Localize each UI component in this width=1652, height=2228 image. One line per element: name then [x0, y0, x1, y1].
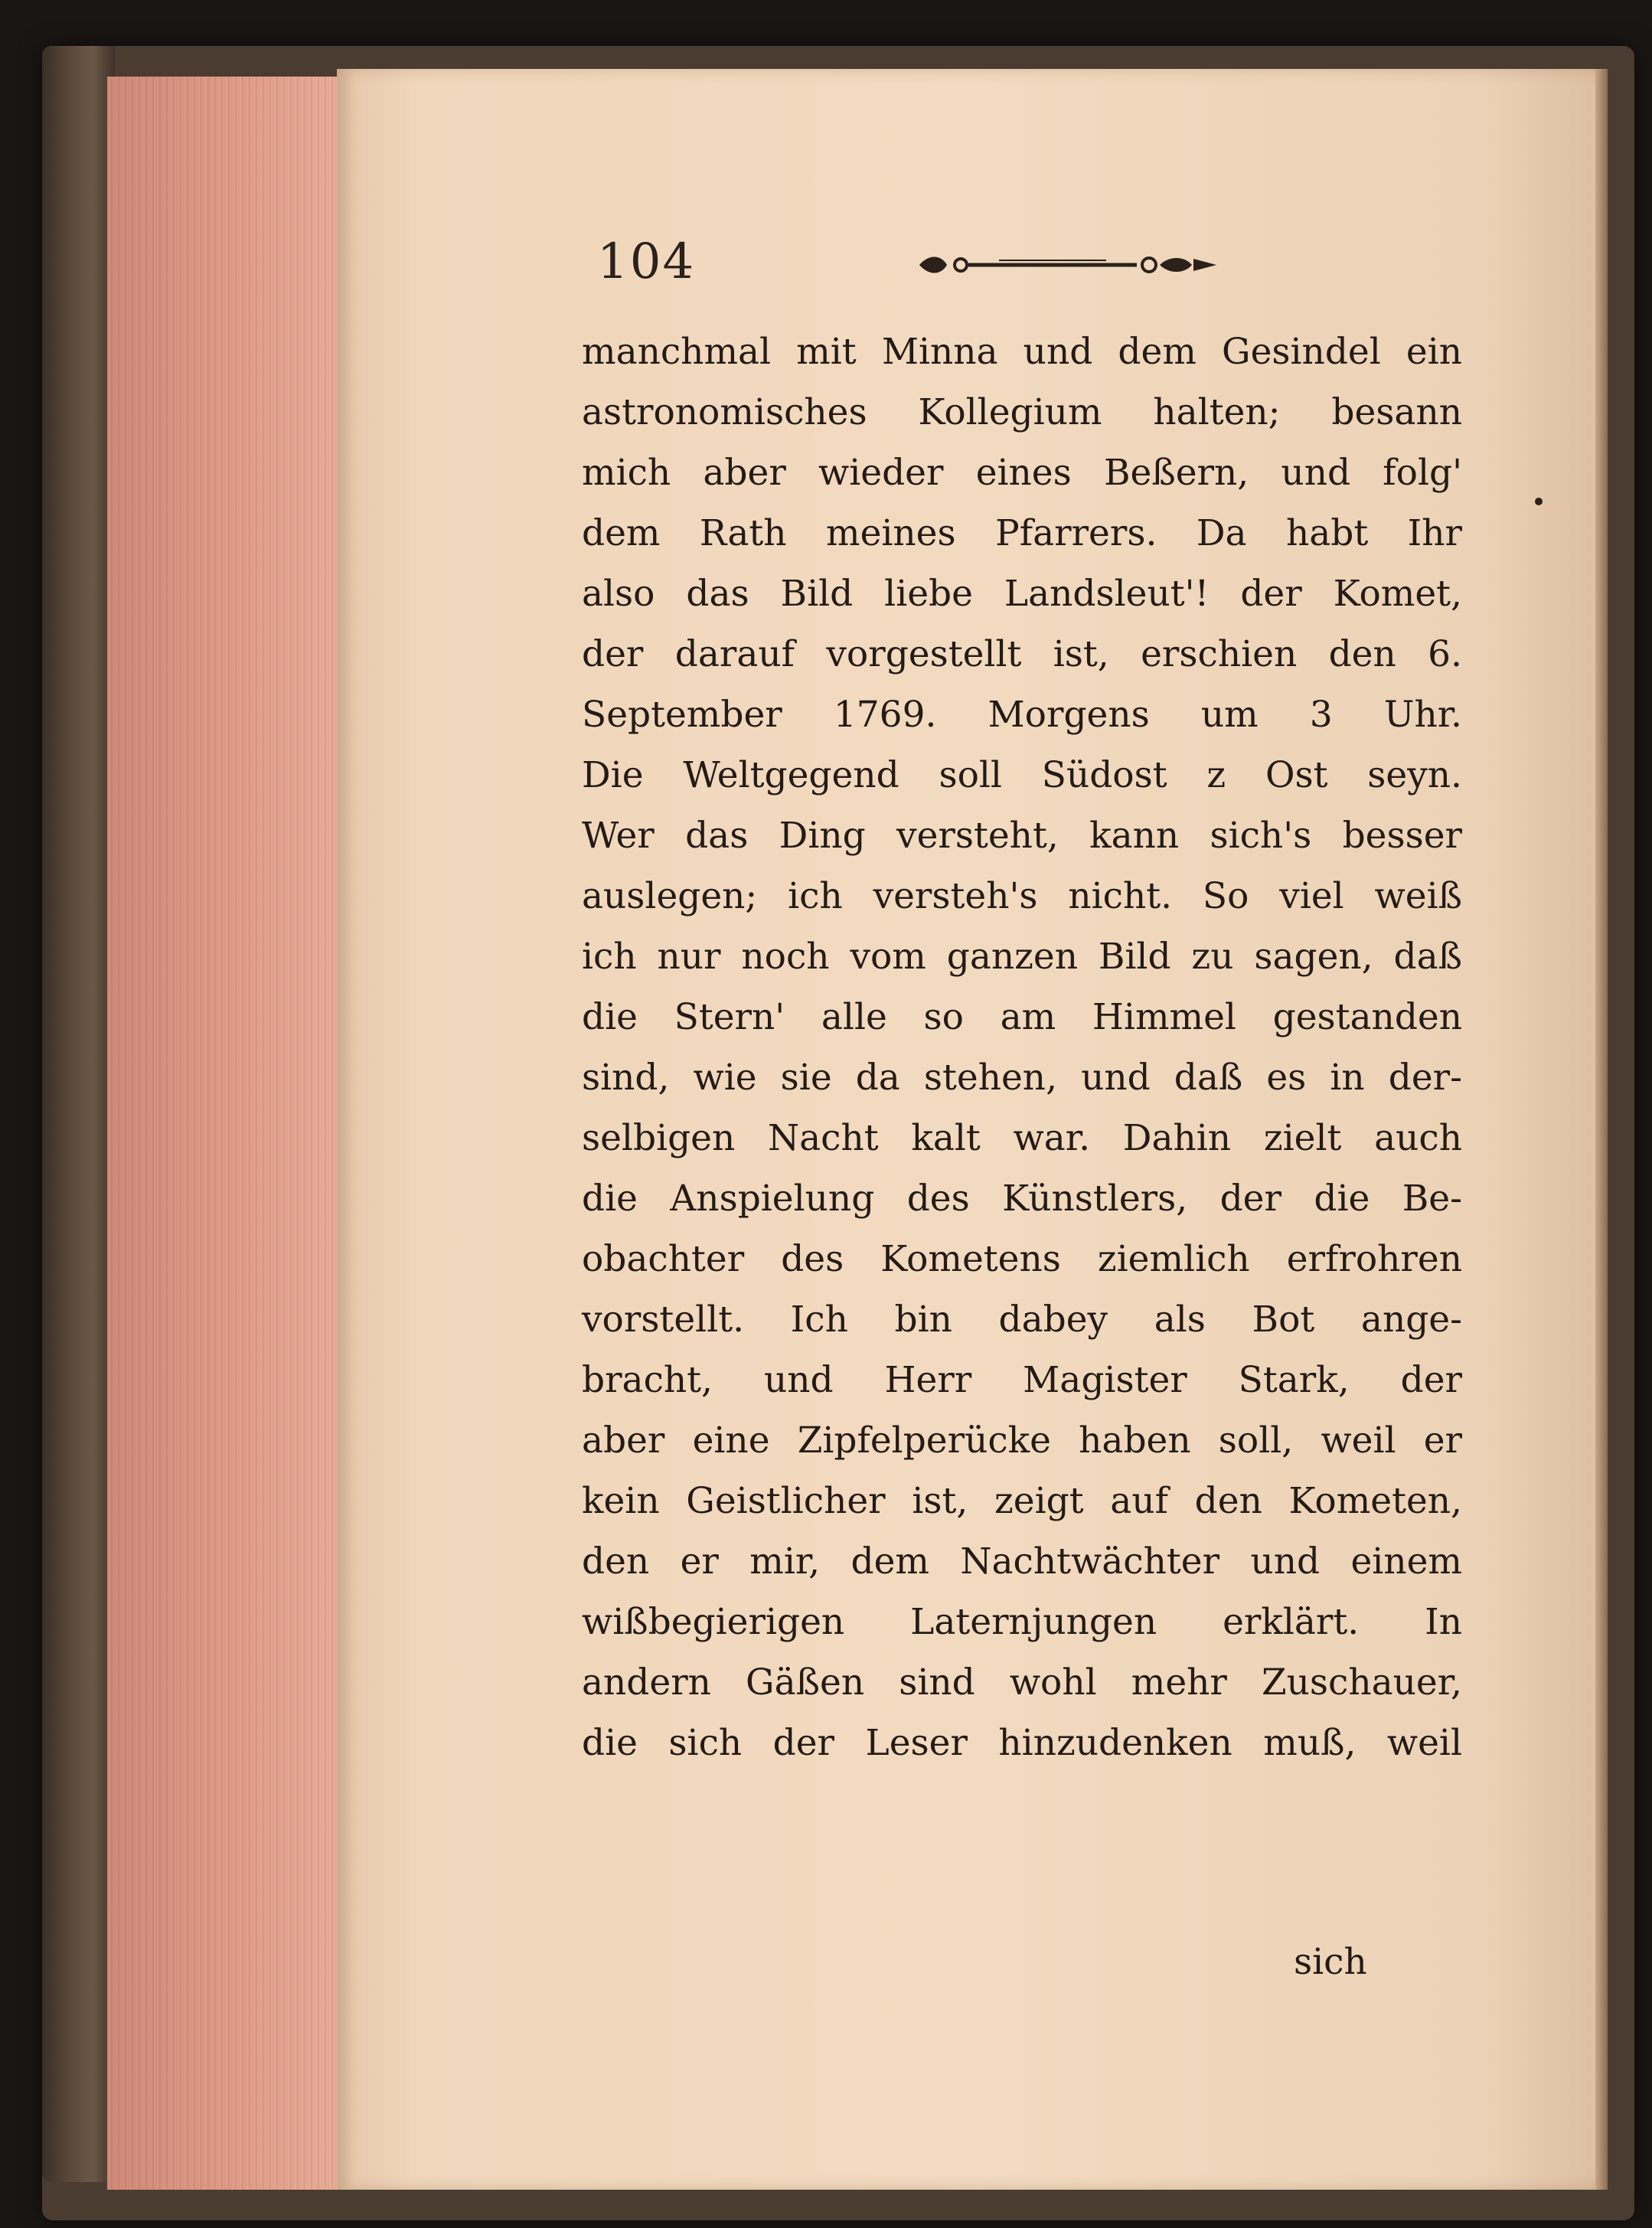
text-line: manchmal mit Minna und dem Gesindel ein: [582, 331, 1462, 373]
text-line: wißbegierigen Laternjungen erklärt. In: [582, 1601, 1462, 1643]
text-line: die Stern' alle so am Himmel gestanden: [582, 996, 1462, 1038]
text-line: also das Bild liebe Landsleut'! der Komet,: [582, 573, 1462, 615]
text-line: kein Geistlicher ist, zeigt auf den Kometen,: [582, 1480, 1462, 1522]
fleuron-ornament: [915, 251, 1221, 279]
text-line: vorstellt. Ich bin dabey als Bot ange-: [582, 1299, 1462, 1341]
text-line: die sich der Leser hinzudenken muß, weil: [582, 1722, 1462, 1764]
text-line: September 1769. Morgens um 3 Uhr.: [582, 694, 1462, 736]
ink-speck: [1535, 498, 1543, 505]
book-spine-edge: [42, 46, 115, 2182]
page-edges: [107, 77, 338, 2190]
text-line: bracht, und Herr Magister Stark, der: [582, 1359, 1462, 1401]
text-line: der darauf vorgestellt ist, erschien den 6.: [582, 633, 1462, 675]
text-line: obachter des Kometens ziemlich erfrohren: [582, 1238, 1462, 1280]
text-line: andern Gäßen sind wohl mehr Zuschauer,: [582, 1661, 1462, 1704]
text-line: auslegen; ich versteh's nicht. So viel weiß: [582, 875, 1462, 917]
body-text: [582, 322, 1462, 1773]
page-gutter: [1595, 69, 1608, 2190]
text-line: Wer das Ding versteht, kann sich's besser: [582, 815, 1462, 857]
text-line: ich nur noch vom ganzen Bild zu sagen, daß: [582, 936, 1462, 978]
text-line: Die Weltgegend soll Südost z Ost seyn.: [582, 754, 1462, 796]
page-number: 104: [597, 234, 696, 290]
text-line: astronomisches Kollegium halten; besann: [582, 391, 1462, 433]
text-line: den er mir, dem Nachtwächter und einem: [582, 1540, 1462, 1583]
text-line: dem Rath meines Pfarrers. Da habt Ihr: [582, 512, 1462, 554]
text-line: selbigen Nacht kalt war. Dahin zielt auch: [582, 1117, 1462, 1159]
text-line: mich aber wieder eines Beßern, und folg': [582, 452, 1462, 494]
text-line: aber eine Zipfelperücke haben soll, weil er: [582, 1419, 1462, 1462]
text-line: die Anspielung des Künstlers, der die Be-: [582, 1178, 1462, 1220]
text-line: sind, wie sie da stehen, und daß es in der-: [582, 1057, 1462, 1099]
book-page: [337, 69, 1608, 2190]
catchword: sich: [1294, 1941, 1367, 1983]
